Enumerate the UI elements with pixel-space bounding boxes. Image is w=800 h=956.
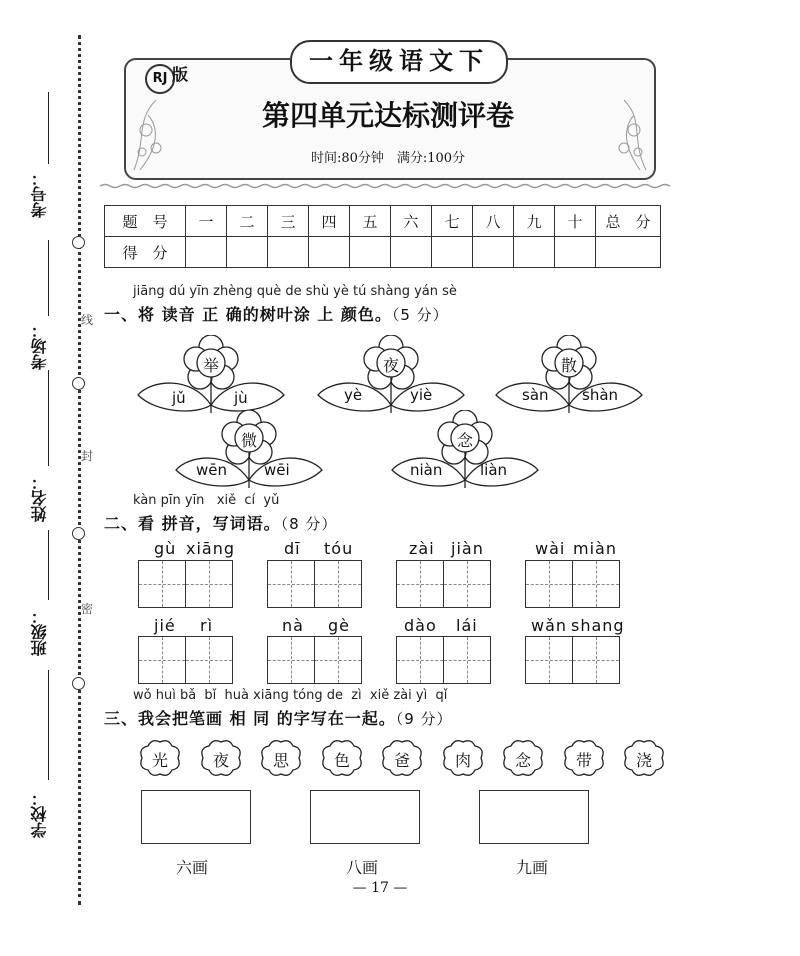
writing-grid-box[interactable] xyxy=(314,636,362,684)
writing-grid-box[interactable] xyxy=(314,560,362,608)
score-row-label: 得 分 xyxy=(105,237,186,268)
score-input-cell[interactable] xyxy=(186,237,227,268)
word-pinyin-2: tóu xyxy=(324,539,354,558)
binding-circle xyxy=(72,377,85,390)
score-table-score-row xyxy=(105,237,661,268)
leaf-pinyin-right: wēi xyxy=(264,461,290,479)
score-cell: 题 号 xyxy=(105,206,186,237)
score-input-cell[interactable] xyxy=(268,237,309,268)
word-pinyin-1: dào xyxy=(404,616,437,635)
score-cell: 二 xyxy=(227,206,268,237)
leaf-pinyin-left: yè xyxy=(344,386,363,404)
score-input-cell[interactable] xyxy=(432,237,473,268)
word-pinyin-1: jié xyxy=(154,616,176,635)
score-input-cell[interactable] xyxy=(350,237,391,268)
page-number: — 17 — xyxy=(352,880,408,896)
leaf-pinyin-left: jǔ xyxy=(172,389,186,407)
class-line xyxy=(48,530,49,600)
score-table xyxy=(104,205,661,268)
exam-room-label: 考场： xyxy=(30,322,49,370)
q3-title xyxy=(104,706,453,729)
flower-char: 念 xyxy=(456,431,473,450)
leaf-pinyin-right: shàn xyxy=(582,386,619,404)
score-cell: 三 xyxy=(268,206,309,237)
q1-title-text: 一、将 读音 正 确的树叶涂 上 颜色。 xyxy=(104,305,392,324)
word-pinyin-2: lái xyxy=(456,616,478,635)
page-title: 第四单元达标测评卷 xyxy=(261,99,514,132)
cloud-char: 念 xyxy=(514,751,531,770)
flower-item xyxy=(316,335,466,415)
name-line xyxy=(48,370,49,466)
seal-word-feng: 封 xyxy=(81,449,94,463)
word-pinyin-2: xiāng xyxy=(186,539,236,558)
score-input-cell[interactable] xyxy=(473,237,514,268)
writing-grid-box[interactable] xyxy=(572,560,620,608)
q2-pinyin: kàn pīn yīn xiě cí yǔ xyxy=(133,493,280,508)
wave-divider xyxy=(100,183,675,189)
q3-title-text: 三、我会把笔画 相 同 的字写在一起。 xyxy=(104,709,396,728)
word-pinyin-2: rì xyxy=(200,616,214,635)
word-pinyin-2: gè xyxy=(328,616,350,635)
flower-item xyxy=(494,335,644,415)
flower-char: 散 xyxy=(560,356,577,375)
score-cell: 十 xyxy=(555,206,596,237)
score-cell: 一 xyxy=(186,206,227,237)
writing-grid-box[interactable] xyxy=(525,636,573,684)
score-cell: 九 xyxy=(514,206,555,237)
writing-grid-box[interactable] xyxy=(185,560,233,608)
word-pinyin-2: shang xyxy=(571,616,625,635)
leaf-pinyin-right: liàn xyxy=(480,461,508,479)
word-pinyin-2: miàn xyxy=(573,539,617,558)
char-cloud xyxy=(562,738,606,778)
writing-grid-box[interactable] xyxy=(443,560,491,608)
writing-grid-box[interactable] xyxy=(185,636,233,684)
writing-grid-box[interactable] xyxy=(138,560,186,608)
word-pinyin-2: jiàn xyxy=(451,539,484,558)
writing-grid-box[interactable] xyxy=(396,636,444,684)
cloud-char: 思 xyxy=(272,751,289,770)
score-cell: 四 xyxy=(309,206,350,237)
word-pinyin-1: dī xyxy=(284,539,301,558)
score-table-header-row xyxy=(105,206,661,237)
q1-pinyin: jiāng dú yīn zhèng què de shù yè tú shàng yán sè xyxy=(133,284,457,299)
binding-circle xyxy=(72,527,85,540)
group-label-nine: 九画 xyxy=(516,858,549,877)
flower-item xyxy=(390,410,540,490)
writing-grid-box[interactable] xyxy=(396,560,444,608)
flower-char: 举 xyxy=(202,356,219,375)
grade-ribbon: 一年级语文下 xyxy=(290,40,508,84)
word-pinyin-1: wài xyxy=(535,539,566,558)
school-line xyxy=(48,670,49,780)
char-cloud xyxy=(441,738,485,778)
group-label-eight: 八画 xyxy=(346,858,379,877)
cloud-char: 浇 xyxy=(635,751,652,770)
group-label-six: 六画 xyxy=(176,858,209,877)
leaf-pinyin-left: niàn xyxy=(410,461,443,479)
writing-grid-box[interactable] xyxy=(267,560,315,608)
char-cloud xyxy=(622,738,666,778)
char-cloud xyxy=(259,738,303,778)
seal-word-xian: 线 xyxy=(81,313,94,327)
flower-item xyxy=(136,335,286,415)
leaf-pinyin-right: yiè xyxy=(410,386,433,404)
word-pinyin-1: zài xyxy=(409,539,435,558)
writing-grid-box[interactable] xyxy=(525,560,573,608)
writing-grid-box[interactable] xyxy=(443,636,491,684)
q2-points: （8 分） xyxy=(280,515,338,533)
leaf-pinyin-right: jù xyxy=(234,389,248,407)
cloud-char: 光 xyxy=(151,751,168,770)
q2-title xyxy=(104,511,337,534)
edition-badge: RJ xyxy=(145,64,175,94)
cloud-char: 带 xyxy=(575,751,592,770)
word-pinyin-1: nà xyxy=(282,616,304,635)
binding-circle xyxy=(72,677,85,690)
q3-points: （9 分） xyxy=(395,710,453,728)
writing-grid-box[interactable] xyxy=(267,636,315,684)
answer-box-six-strokes[interactable] xyxy=(141,790,251,844)
answer-box-eight-strokes[interactable] xyxy=(310,790,420,844)
score-input-cell[interactable] xyxy=(555,237,596,268)
answer-box-nine-strokes[interactable] xyxy=(479,790,589,844)
cloud-char: 夜 xyxy=(212,751,229,770)
score-cell: 总 分 xyxy=(596,206,661,237)
cloud-char: 色 xyxy=(333,751,350,770)
char-cloud xyxy=(199,738,243,778)
score-input-cell[interactable] xyxy=(596,237,661,268)
writing-grid-box[interactable] xyxy=(572,636,620,684)
word-pinyin-1: gù xyxy=(154,539,177,558)
exam-number-line xyxy=(48,92,49,164)
leaf-pinyin-left: wēn xyxy=(196,461,228,479)
seal-word-mi: 密 xyxy=(81,602,94,616)
q2-title-text: 二、看 拼音，写词语。 xyxy=(104,514,281,533)
q1-title xyxy=(104,302,449,325)
name-label: 姓名： xyxy=(30,474,49,522)
score-input-cell[interactable] xyxy=(391,237,432,268)
time-info: 时间:80分钟 满分:100分 xyxy=(310,151,466,166)
q1-points: （5 分） xyxy=(391,306,449,324)
score-input-cell[interactable] xyxy=(309,237,350,268)
flower-char: 夜 xyxy=(382,356,399,375)
leaf-pinyin-left: sàn xyxy=(522,386,549,404)
exam-number-label: 考号： xyxy=(30,170,49,218)
cloud-char: 爸 xyxy=(393,751,410,770)
school-label: 学校： xyxy=(30,790,49,838)
class-label: 班级： xyxy=(30,608,49,656)
score-input-cell[interactable] xyxy=(514,237,555,268)
edition-suffix: 版 xyxy=(172,65,189,84)
q3-pinyin: wǒ huì bǎ bǐ huà xiāng tóng de zì xiě zài yì qǐ xyxy=(133,688,448,703)
char-cloud xyxy=(501,738,545,778)
flower-char: 微 xyxy=(240,431,257,450)
score-cell: 八 xyxy=(473,206,514,237)
char-cloud xyxy=(138,738,182,778)
binding-circle xyxy=(72,236,85,249)
char-cloud xyxy=(380,738,424,778)
char-cloud xyxy=(320,738,364,778)
score-cell: 七 xyxy=(432,206,473,237)
exam-room-line xyxy=(48,240,49,316)
writing-grid-box[interactable] xyxy=(138,636,186,684)
binding-dotted-line xyxy=(78,35,81,905)
cloud-char: 肉 xyxy=(454,751,471,770)
score-input-cell[interactable] xyxy=(227,237,268,268)
word-pinyin-1: wǎn xyxy=(531,616,568,635)
flower-item xyxy=(174,410,324,490)
score-cell: 五 xyxy=(350,206,391,237)
score-cell: 六 xyxy=(391,206,432,237)
